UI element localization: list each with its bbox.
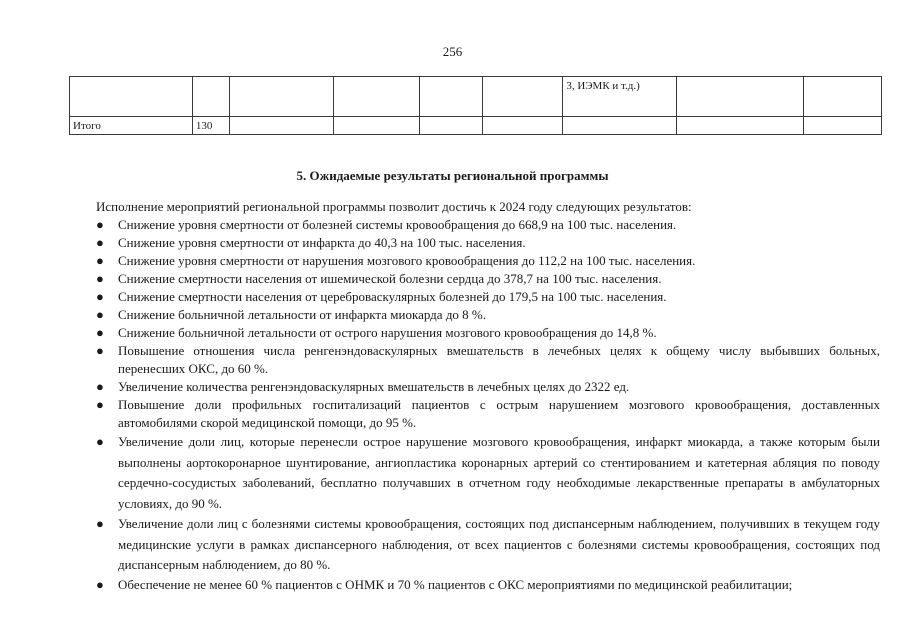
list-item-text: Снижение больничной летальности от инфаркта миокарда до 8 %. xyxy=(118,307,487,322)
list-item-text: Повышение отношения числа ренгенэндоваскулярных вмешательств в лечебных целях к общему числу выбывших больных, перенесших ОКС, до 60 %. xyxy=(118,343,880,376)
list-item-text: Снижение больничной летальности от острого нарушения мозгового кровообращения до 14,8 %. xyxy=(118,325,657,340)
bullet-icon: ● xyxy=(96,217,104,232)
bullet-icon: ● xyxy=(96,289,104,304)
bullet-icon: ● xyxy=(96,576,104,592)
bullet-icon: ● xyxy=(96,343,104,358)
list-item xyxy=(96,270,880,288)
table-cell xyxy=(70,77,193,117)
bullet-icon: ● xyxy=(96,271,104,286)
bullet-icon: ● xyxy=(96,325,104,340)
bullet-icon: ● xyxy=(96,253,104,268)
table-cell xyxy=(804,77,882,117)
list-item xyxy=(96,252,880,270)
table-cell xyxy=(677,77,804,117)
list-item-text: Увеличение доли лиц, которые перенесли острое нарушение мозгового кровообращения, инфаркт миокарда, а также которым были выполнены аортокоронарное шунтирование, ангиопластика коронарных артерий со стентированием и катетерная абляция по поводу сердечно-сосудистых заболеваний, бесплатно получавших в отчетном году необходимые лекарственные препараты в амбулаторных условиях, до 90 %. xyxy=(118,434,880,511)
table-cell xyxy=(563,77,677,117)
list-item-text: Увеличение доли лиц с болезнями системы кровообращения, состоящих под диспансерным наблюдением, получивших в текущем году медицинские услуги в рамках диспансерного наблюдения, от всех пациентов с болезнями системы кровообращения, состоящих под диспансерным наблюдением, до 80 %. xyxy=(118,516,880,572)
results-list xyxy=(96,216,880,594)
results-content xyxy=(96,198,880,594)
list-item xyxy=(96,576,880,594)
list-item xyxy=(96,378,880,396)
list-item xyxy=(96,324,880,342)
list-item xyxy=(96,432,880,514)
list-item xyxy=(96,514,880,576)
list-item xyxy=(96,342,880,378)
table-cell xyxy=(677,117,804,135)
list-item-text: Повышение доли профильных госпитализаций пациентов с острым нарушением мозгового кровообращения, доставленных автомобилями скорой медицинской помощи, до 95 %. xyxy=(118,397,880,430)
list-item xyxy=(96,288,880,306)
page-number: 256 xyxy=(442,44,463,59)
list-item-text: Снижение уровня смертности от болезней системы кровообращения до 668,9 на 100 тыс. населения. xyxy=(118,217,677,232)
table-row xyxy=(70,77,882,117)
list-item-text: Снижение смертности населения от ишемической болезни сердца до 378,7 на 100 тыс. населения. xyxy=(118,271,662,286)
list-item xyxy=(96,306,880,324)
bullet-icon: ● xyxy=(96,397,104,412)
table-cell xyxy=(192,77,229,117)
table-cell xyxy=(563,117,677,135)
table-cell xyxy=(229,77,333,117)
list-item xyxy=(96,234,880,252)
table-cell xyxy=(419,77,483,117)
bullet-icon: ● xyxy=(96,307,104,322)
intro-paragraph: Исполнение мероприятий региональной программы позволит достичь к 2024 году следующих результатов: xyxy=(96,199,692,214)
list-item-text: Обеспечение не менее 60 % пациентов с ОНМК и 70 % пациентов с ОКС мероприятиями по медицинской реабилитации; xyxy=(118,576,793,592)
list-item xyxy=(96,216,880,234)
list-item xyxy=(96,396,880,432)
bullet-icon: ● xyxy=(96,235,104,250)
list-item-text: Снижение уровня смертности от нарушения мозгового кровообращения до 112,2 на 100 тыс. населения. xyxy=(118,253,696,268)
total-label: Итого xyxy=(70,117,193,135)
list-item-text: Снижение уровня смертности от инфаркта до 40,3 на 100 тыс. населения. xyxy=(118,235,526,250)
list-item-text: Снижение смертности населения от цереброваскулярных болезней до 179,5 на 100 тыс. населения. xyxy=(118,289,667,304)
data-table xyxy=(69,76,882,135)
table-cell xyxy=(333,77,419,117)
bullet-icon: ● xyxy=(96,516,104,531)
table-cell xyxy=(483,117,563,135)
table-cell xyxy=(333,117,419,135)
table-cell xyxy=(804,117,882,135)
bullet-icon: ● xyxy=(96,379,104,394)
table-row-total xyxy=(70,117,882,135)
table-cell xyxy=(419,117,483,135)
table-cell xyxy=(229,117,333,135)
list-item-text: Увеличение количества ренгенэндоваскулярных вмешательств в лечебных целях до 2322 ед. xyxy=(118,379,630,394)
table-cell xyxy=(483,77,563,117)
table-cell-text: 3, ИЭМК и т.д.) xyxy=(566,80,640,92)
total-value: 130 xyxy=(192,117,229,135)
section-title: 5. Ожидаемые результаты региональной программы xyxy=(296,168,609,183)
bullet-icon: ● xyxy=(96,434,104,449)
